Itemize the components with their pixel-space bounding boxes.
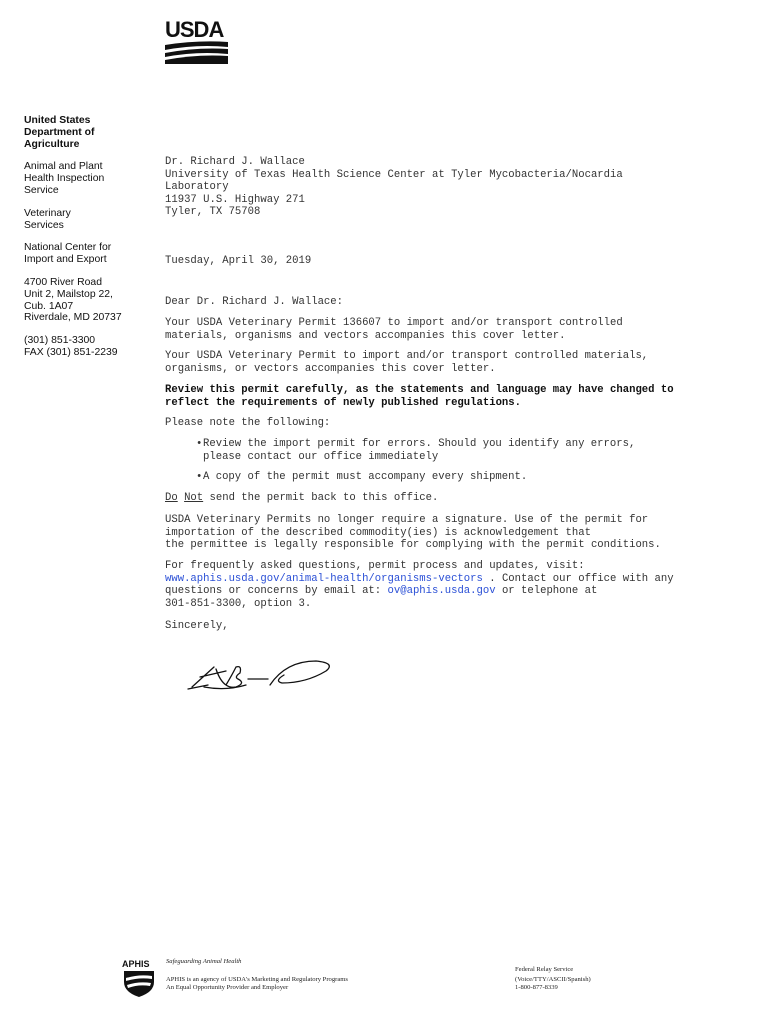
usda-logo-text: USDA <box>165 18 224 42</box>
list-item <box>165 471 725 484</box>
usda-logo <box>165 18 229 66</box>
list-item-text: Review the import permit for errors. Should you identify any errors, please contact our office immediately <box>203 438 636 463</box>
relay-service-title: Federal Relay Service <box>515 966 574 973</box>
footer-tagline: Safeguarding Animal Health <box>166 958 242 965</box>
relay-service-modes: (Voice/TTY/ASCII/Spanish) <box>515 976 591 983</box>
signature-requirement-paragraph: USDA Veterinary Permits no longer require a signature. Use of the permit for importation of the described commodity(ies) is acknowledgement that the permittee is legally responsible for complying with the permit conditions. <box>165 514 661 552</box>
salutation: Dear Dr. Richard J. Wallace: <box>165 296 344 308</box>
unit-name: Veterinary Services <box>24 207 71 231</box>
faq-tail: or telephone at 301-851-3300, option 3. <box>165 585 598 610</box>
bullet-icon: • <box>196 471 203 484</box>
recipient-address: Dr. Richard J. Wallace University of Texas Health Science Center at Tyler Mycobacteria/Nocardia Laboratory 11937 U.S. Highway 271 Tyler, TX 75708 <box>165 156 623 219</box>
list-item-text: A copy of the permit must accompany every shipment. <box>203 471 528 484</box>
note-list <box>165 438 725 492</box>
office-phone: (301) 851-3300 <box>24 335 96 347</box>
relay-service-phone: 1-800-877-8339 <box>515 984 558 991</box>
note-intro: Please note the following: <box>165 417 331 429</box>
faq-prefix: For frequently asked questions, permit process and updates, visit: <box>165 560 585 572</box>
list-item <box>165 438 725 463</box>
faq-paragraph <box>165 560 755 610</box>
office-address: 4700 River Road Unit 2, Mailstop 22, Cub. 1A07 Riverdale, MD 20737 <box>24 276 122 324</box>
do-not-rest: send the permit back to this office. <box>203 492 439 504</box>
paragraph-permit-number: Your USDA Veterinary Permit 136607 to import and/or transport controlled materials, organisms and vectors accompanies this cover letter. <box>165 317 623 342</box>
letterhead-sidebar <box>24 115 154 359</box>
organisms-vectors-link[interactable]: www.aphis.usda.gov/animal-health/organisms-vectors <box>165 572 483 585</box>
do-word: Do <box>165 492 178 504</box>
aphis-logo <box>122 958 156 998</box>
bullet-icon: • <box>196 438 203 450</box>
handwritten-signature <box>186 655 346 695</box>
office-fax: FAX (301) 851-2239 <box>24 346 118 358</box>
paragraph-permit: Your USDA Veterinary Permit to import and/or transport controlled materials, organisms, or vectors accompanies this cover letter. <box>165 350 649 375</box>
department-name: United States Department of Agriculture <box>24 115 95 150</box>
center-name: National Center for Import and Export <box>24 242 112 266</box>
do-not-return-notice <box>165 492 725 505</box>
email-link[interactable]: ov@aphis.usda.gov <box>387 585 496 598</box>
letter-date: Tuesday, April 30, 2019 <box>165 255 312 267</box>
not-word: Not <box>184 492 204 504</box>
faq-mid: . Contact our office with any questions or concerns by email at: <box>165 572 674 598</box>
aphis-logo-text: APHIS <box>122 959 150 969</box>
footer-agency-line-1: APHIS is an agency of USDA's Marketing and Regulatory Programs <box>166 976 348 983</box>
closing: Sincerely, <box>165 620 229 632</box>
footer-agency-line-2: An Equal Opportunity Provider and Employer <box>166 984 289 991</box>
review-warning: Review this permit carefully, as the statements and language may have changed to reflect the requirements of newly published regulations. <box>165 384 674 409</box>
service-name: Animal and Plant Health Inspection Service <box>24 161 105 196</box>
